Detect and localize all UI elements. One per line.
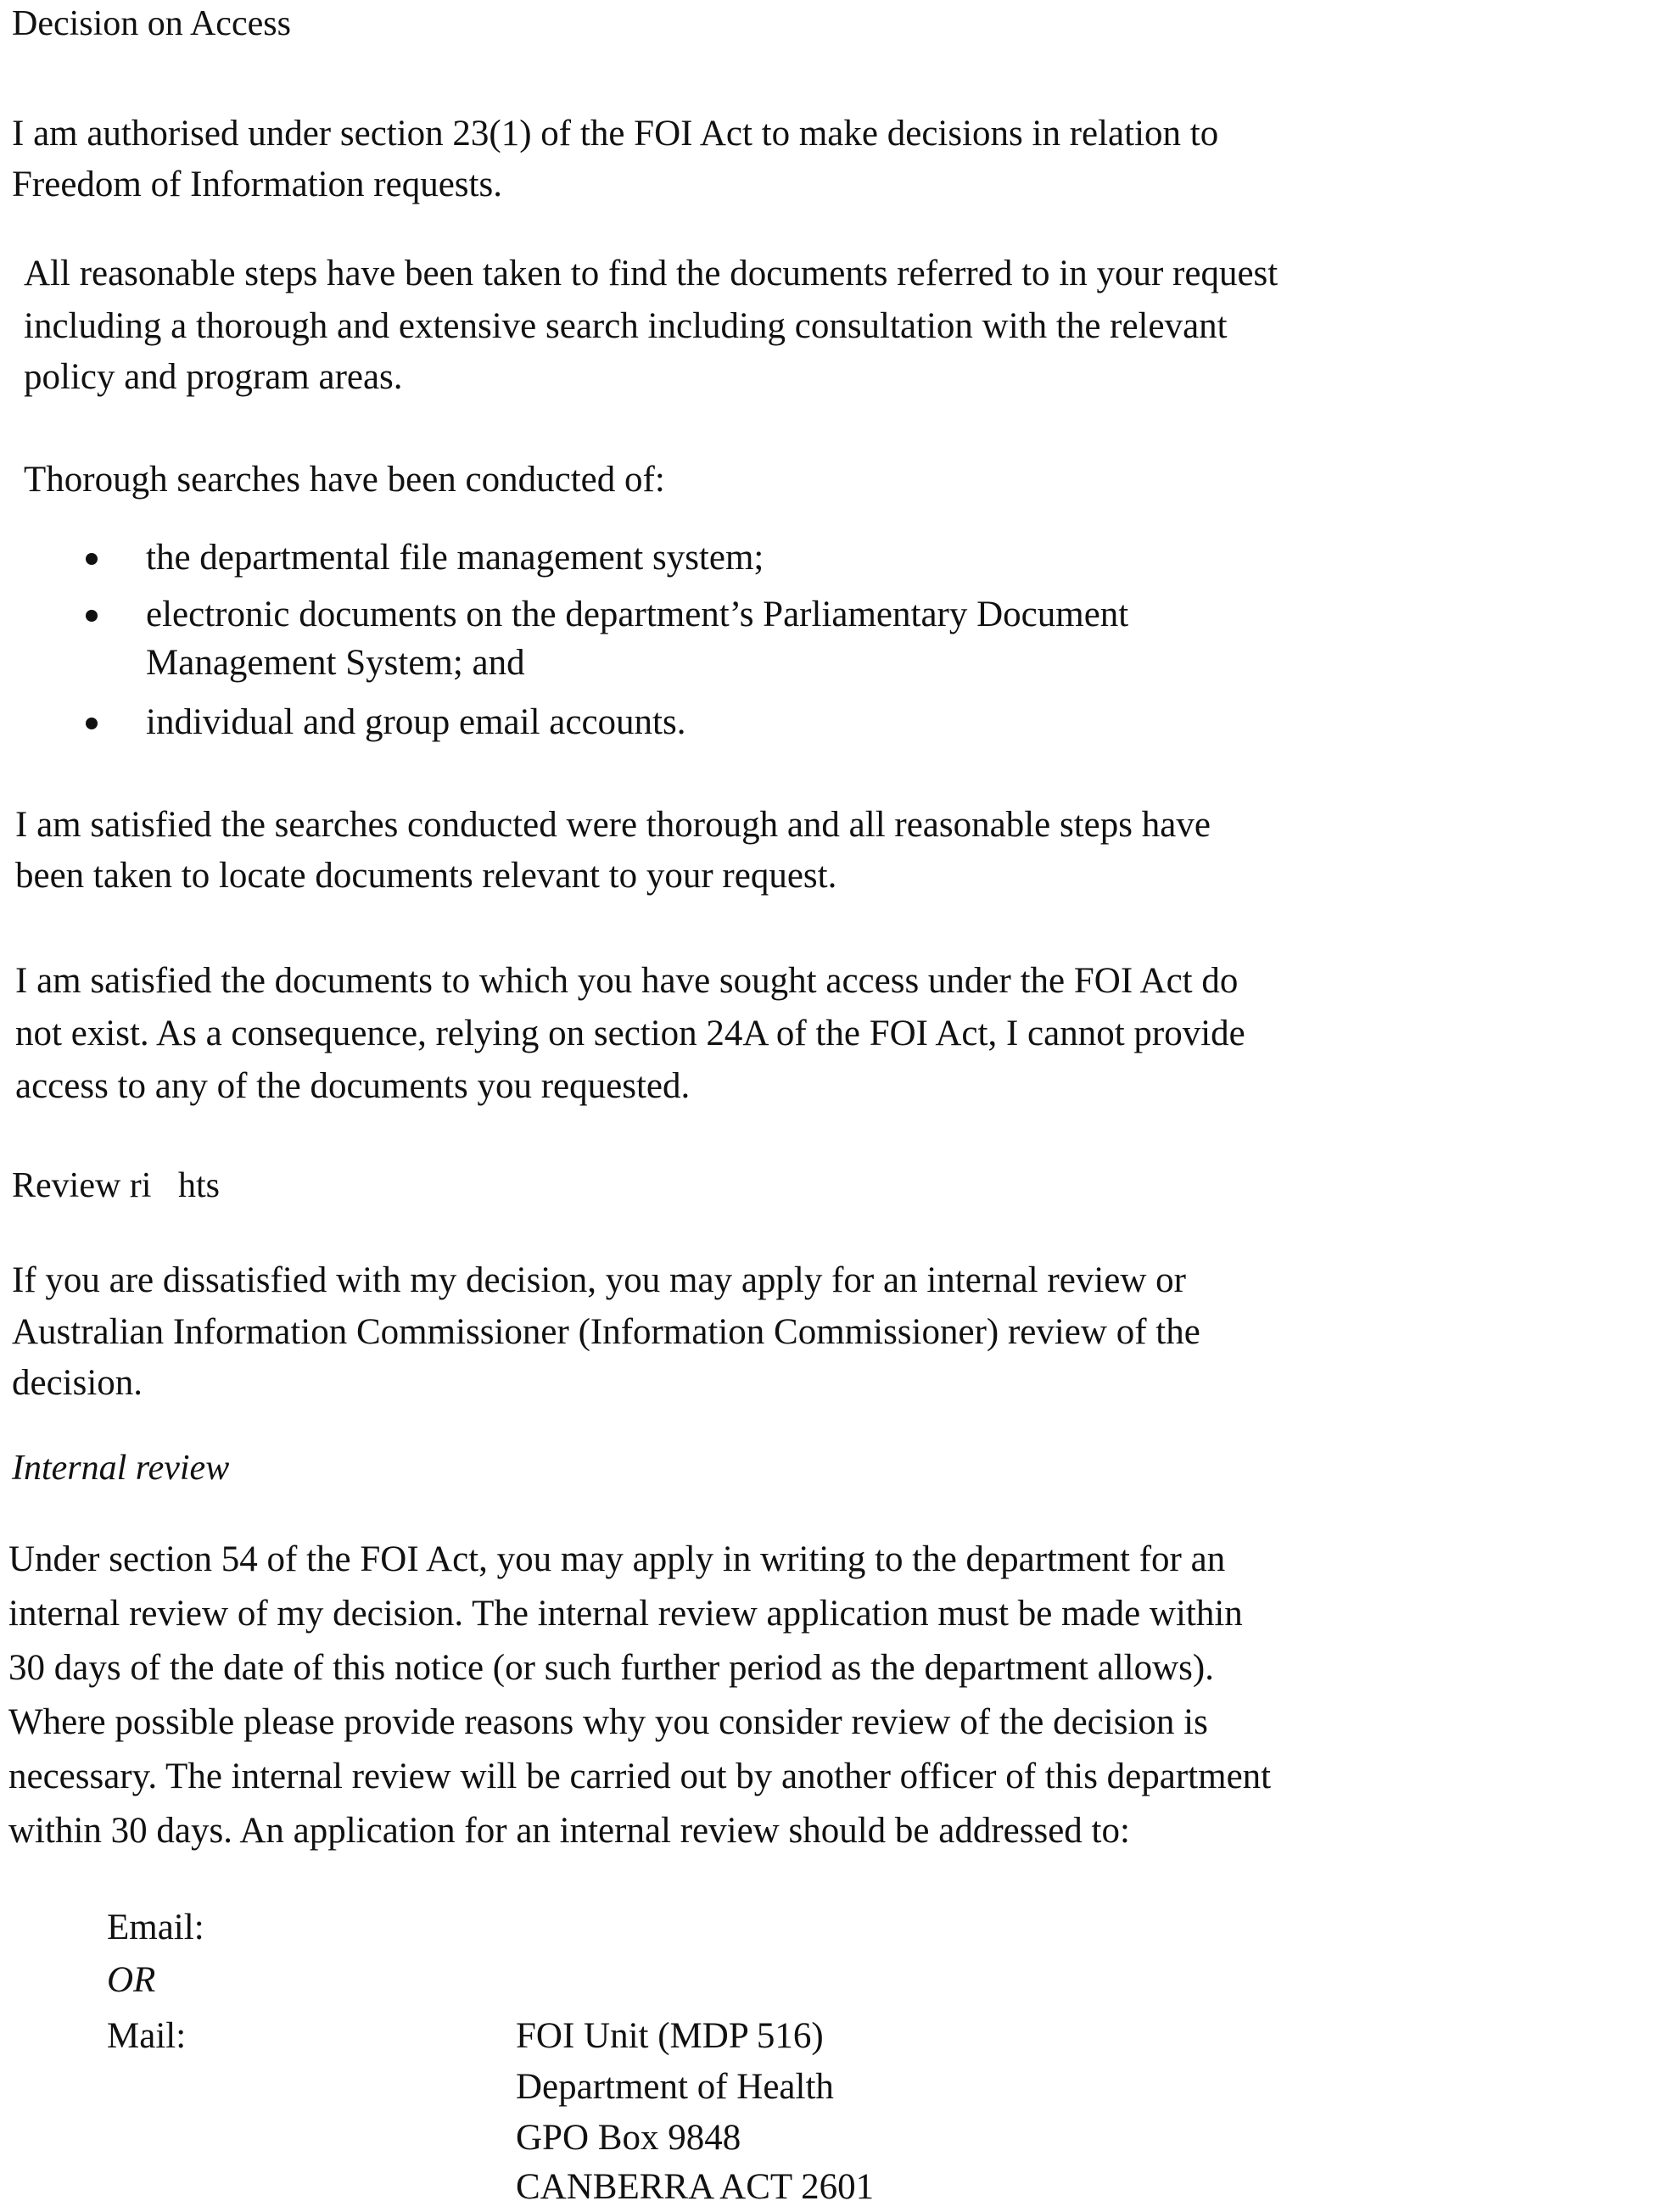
paragraph-line: Freedom of Information requests. xyxy=(12,165,502,204)
paragraph-line: All reasonable steps have been taken to find the documents referred to in your request xyxy=(24,254,1278,293)
paragraph-line: within 30 days. An application for an internal review should be addressed to: xyxy=(8,1811,1130,1851)
bullet-icon xyxy=(86,553,98,565)
paragraph-line: I am satisfied the searches conducted were thorough and all reasonable steps have xyxy=(15,805,1211,845)
mail-label: Mail: xyxy=(107,2016,187,2056)
bullet-icon xyxy=(86,718,98,729)
list-item: Management System; and xyxy=(146,643,525,683)
paragraph-line: I am authorised under section 23(1) of the FOI Act to make decisions in relation to xyxy=(12,114,1219,154)
paragraph-line: necessary. The internal review will be carried out by another officer of this department xyxy=(8,1757,1272,1796)
paragraph-line: including a thorough and extensive search including consultation with the relevant xyxy=(24,306,1228,346)
paragraph-line: Australian Information Commissioner (Information Commissioner) review of the xyxy=(12,1312,1200,1352)
paragraph-line: Where possible please provide reasons why you consider review of the decision is xyxy=(8,1702,1208,1742)
paragraph-line: not exist. As a consequence, relying on section 24A of the FOI Act, I cannot provide xyxy=(15,1014,1245,1053)
review-rights-heading: Review ri hts xyxy=(12,1166,220,1205)
address-line: FOI Unit (MDP 516) xyxy=(516,2016,824,2056)
paragraph-line: been taken to locate documents relevant to your request. xyxy=(15,856,837,896)
or-label: OR xyxy=(107,1960,156,2000)
email-label: Email: xyxy=(107,1908,204,1947)
list-item: electronic documents on the department’s Parliamentary Document xyxy=(146,595,1129,634)
paragraph-line: If you are dissatisfied with my decision, you may apply for an internal review or xyxy=(12,1260,1186,1300)
list-item: individual and group email accounts. xyxy=(146,702,686,742)
decision-heading: Decision on Access xyxy=(12,4,291,43)
paragraph-line: 30 days of the date of this notice (or such further period as the department allows). xyxy=(8,1648,1214,1688)
list-item: the departmental file management system; xyxy=(146,538,764,578)
address-line: Department of Health xyxy=(516,2067,834,2107)
paragraph-line: I am satisfied the documents to which you have sought access under the FOI Act do xyxy=(15,961,1239,1001)
searches-intro: Thorough searches have been conducted of: xyxy=(24,460,665,500)
address-line: CANBERRA ACT 2601 xyxy=(516,2167,875,2207)
internal-review-heading: Internal review xyxy=(12,1449,230,1488)
paragraph-line: access to any of the documents you requested. xyxy=(15,1066,691,1106)
address-line: GPO Box 9848 xyxy=(516,2118,741,2158)
paragraph-line: Under section 54 of the FOI Act, you may apply in writing to the department for an xyxy=(8,1539,1226,1579)
paragraph-line: internal review of my decision. The internal review application must be made within xyxy=(8,1594,1243,1634)
paragraph-line: decision. xyxy=(12,1363,143,1403)
paragraph-line: policy and program areas. xyxy=(24,357,403,397)
bullet-icon xyxy=(86,610,98,622)
